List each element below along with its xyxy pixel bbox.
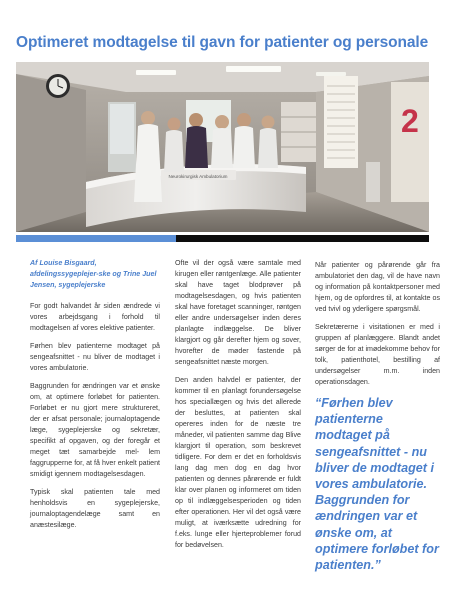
- paragraph: Den anden halvdel er patienter, der kommer til en planlagt forundersøgelse hos speciallægen og hvis det allerede der besluttes, at patienten skal opereres inden for de næste tre måneder, vil patienten samme dag Blive klargjort til operation, som beskrevet tidligere. For dem er det en forholdsvis lang dag men dog en dag hvor patienten og dennes pårørende er fuldt klar over planen og informeret om tiden op til indlæggelsesperioden og tiden efter operationen. Her vil det også være muligt, at iværksætte udredning for f.eks. lunge eller hjerteproblemer forud for bedøvelsen.: [175, 376, 301, 549]
- article-column-2: [175, 258, 301, 558]
- door-number: 2: [401, 103, 419, 139]
- article-title: Optimeret modtagelse til gavn for patienter og personale: [16, 34, 429, 51]
- article-column-3: [315, 260, 440, 580]
- paragraph: Ofte vil der også være samtale med kirugen eller røntgenlæge. Alle patienter skal have taget blodprøver på modtagelsesdagen, og hvis patienten skal have foretaget scanninger, røntgen eller andre undersøgelser inden deres planlagte indlæggelse. De bliver klargjort og går derefter hjem og sover, hvorefter de møder fastende på sengeafsnittet næste morgen.: [175, 259, 301, 366]
- pull-quote: “Førhen blev patienterne modtaget på sengeafsnittet - nu bliver de modtaget i vores ambulatorie. Baggrunden for ændringen var et ønske om, at optimere forløbet for patienten.”: [315, 396, 439, 573]
- paragraph: Når patienter og pårørende går fra ambulatoriet den dag, vil de have navn og information på kontaktpersoner med hjem, og de opfordres til, at kontakte os ved tvivl og yderligere spørgsmål.: [315, 261, 440, 313]
- paragraph: For godt halvandet år siden ændrede vi vores arbejdsgang i forhold til modtagelsen af vores elektive patienter.: [30, 302, 160, 332]
- byline: Af Louise Bisgaard, afdelingssygeplejer-ske og Trine Juel Jensen, sygeplejerske: [30, 259, 157, 289]
- article-column-1: [30, 258, 160, 538]
- desk-sign: Neurokirurgisk Ambulatorium: [168, 174, 228, 179]
- ambulatory-staff-photo: [16, 62, 429, 232]
- paragraph: Førhen blev patienterne modtaget på sengeafsnittet - nu bliver de modtaget i vores ambulatorie.: [30, 342, 160, 372]
- accent-band-blue: [16, 235, 176, 242]
- paragraph: Sekretærerne i visitationen er med i gruppen af planlæggere. Blandt andet sørger de for at imødekomme behov for tolk, patienthotel, bestilling af undersøgelser m.m. inden operationsdagen.: [315, 323, 440, 386]
- paragraph: Typisk skal patienten tale med henholdsvis en sygeplejerske, journaloptagendelæge samt en anæstesilæge.: [30, 488, 160, 529]
- paragraph: Baggrunden for ændringen var et ønske om, at optimere forløbet for patienten. Forløbet er nu gjort mere struktureret, der er afsat personale; journaloptagende læge, sygeplejerske og sekretær, specifikt af opgaven, og der foregår et meget tæt samarbejde mel- lem faggrupperne for, at få hver enkelt patient smidigt igennem modtagelsesdagen.: [30, 382, 160, 478]
- accent-band-black: [176, 235, 429, 242]
